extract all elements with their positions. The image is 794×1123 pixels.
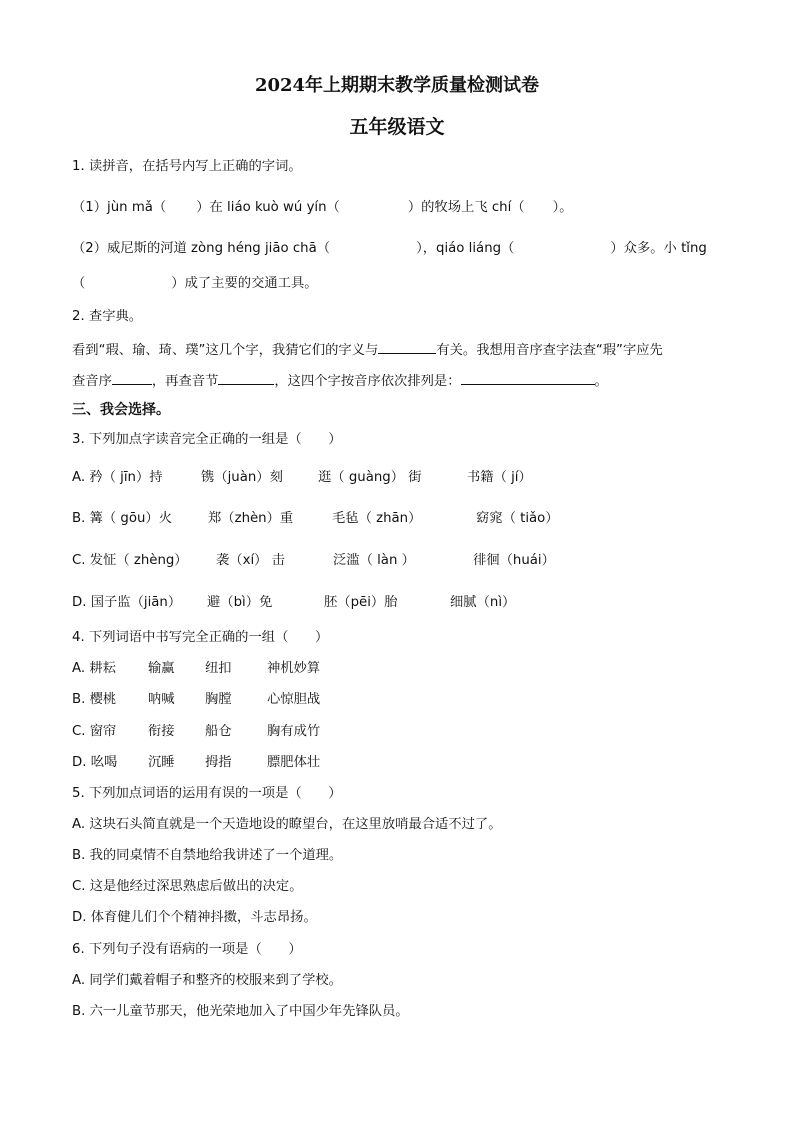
q4-option-b-word2: 呐喊: [148, 692, 175, 707]
q4-option-b-word1: B. 樱桃: [72, 692, 117, 707]
q2-line2-part2: ，再查音节: [151, 374, 219, 389]
q3-option-b-item3: 毛毡（ zhān）: [332, 511, 422, 526]
q4-option-b-word4: 心惊胆战: [267, 692, 321, 707]
q4-option-d-word1: D. 吆喝: [72, 755, 118, 770]
q4-option-c-word4: 胸有成竹: [267, 724, 321, 739]
q5-option-b: B. 我的同桌情不自禁地给我讲述了一个道理。: [72, 848, 343, 863]
q4-option-c-word1: C. 窗帘: [72, 724, 117, 739]
q3-option-a-item4: 书籍（ jí）: [467, 470, 532, 485]
q6-option-a: A. 同学们戴着帽子和整齐的校服来到了学校。: [72, 973, 342, 988]
q3-option-d-item1: D. 国子监（jiān）: [72, 595, 182, 610]
q1-line3-part1: （: [72, 276, 86, 291]
q2-line2: [72, 370, 608, 391]
q5-option-c: C. 这是他经过深思熟虑后做出的决定。: [72, 879, 303, 894]
q2-line2-part1: 查音序: [72, 374, 112, 389]
q1-line1-part1: （1）jùn mǎ（: [72, 200, 167, 215]
section-3-heading: 三、我会选择。: [72, 402, 170, 418]
q4-option-a-word2: 输赢: [148, 661, 175, 676]
q4-option-d-word3: 拇指: [205, 755, 232, 770]
q3-option-c-item4: 徘徊（huái）: [473, 553, 555, 568]
q5-option-d: D. 体育健儿们个个精神抖擞，斗志昂扬。: [72, 910, 317, 925]
q1-line3: [72, 275, 318, 293]
q3-option-a-item1: A. 矜（ jīn）持: [72, 470, 163, 485]
q2-line2-part4: 。: [594, 374, 608, 389]
q3-option-c-item1: C. 发怔（ zhèng）: [72, 553, 188, 568]
blank-line: [461, 370, 595, 385]
q3-option-d-item3: 胚（pēi）胎: [324, 595, 398, 610]
q3-option-c-item2: 袭（xí） 击: [216, 553, 285, 568]
exam-subtitle: 五年级语文: [349, 116, 445, 138]
q4-option-d-word4: 膘肥体壮: [267, 755, 321, 770]
q3-option-c-item3: 泛滥（ làn ）: [333, 553, 415, 568]
q4-option-c-word3: 船仓: [205, 724, 232, 739]
q2-stem: 2. 查字典。: [72, 309, 143, 324]
exam-title: 2024年上期期末教学质量检测试卷: [254, 75, 540, 96]
q1-line2-part1: （2）威尼斯的河道 zòng héng jiāo chā（: [72, 241, 331, 256]
q1-line2-part3: ）众多。小 tǐng: [610, 241, 707, 256]
q1-line2: [72, 240, 707, 258]
q4-option-a-word3: 纽扣: [205, 661, 232, 676]
q1-stem: 1. 读拼音，在括号内写上正确的字词。: [72, 159, 302, 174]
q6-option-b: B. 六一儿童节那天，他光荣地加入了中国少年先锋队员。: [72, 1004, 409, 1019]
blank-line: [378, 339, 436, 354]
q4-option-a-word1: A. 耕耘: [72, 661, 116, 676]
q3-option-d-item2: 避（bì）免: [207, 595, 273, 610]
q2-line1: [72, 339, 663, 360]
q1-line1-part2: ）在 liáo kuò wú yín（: [196, 200, 340, 215]
q4-option-a-word4: 神机妙算: [267, 661, 321, 676]
q1-line1-part3: ）的牧场上飞 chí（: [407, 200, 525, 215]
blank-line: [218, 370, 274, 385]
blank-line: [112, 370, 152, 385]
q4-option-b-word3: 胸膛: [205, 692, 232, 707]
q4-option-d-word2: 沉睡: [148, 755, 175, 770]
q3-option-d-item4: 细腻（nì）: [450, 595, 516, 610]
q3-option-a-item2: 镌（juàn）刻: [201, 470, 283, 485]
q1-line2-part2: ），qiáo liáng（: [416, 241, 515, 256]
q2-line1-part1: 看到“瑕、瑜、琦、璞”这几个字，我猜它们的字义与: [72, 343, 379, 358]
q1-line1: [72, 199, 573, 217]
q3-stem: 3. 下列加点字读音完全正确的一组是（ ）: [72, 432, 342, 447]
q2-line1-part2: 有关。我想用音序查字法查“瑕”字应先: [436, 343, 663, 358]
q3-option-a-item3: 逛（ guàng） 街: [318, 470, 422, 485]
q3-option-b-item2: 郑（zhèn）重: [208, 511, 294, 526]
q1-line1-part4: ）。: [552, 200, 573, 215]
q1-line3-part2: ）成了主要的交通工具。: [171, 276, 318, 291]
q6-stem: 6. 下列句子没有语病的一项是（ ）: [72, 942, 302, 957]
q3-option-b-item1: B. 篝（ gōu）火: [72, 511, 172, 526]
q2-line2-part3: ，这四个字按音序依次排列是：: [274, 374, 461, 389]
q5-stem: 5. 下列加点词语的运用有误的一项是（ ）: [72, 786, 342, 801]
q3-option-b-item4: 窈窕（ tiǎo）: [476, 511, 559, 526]
q4-stem: 4. 下列词语中书写完全正确的一组（ ）: [72, 630, 329, 645]
q4-option-c-word2: 衔接: [148, 724, 175, 739]
q5-option-a: A. 这块石头简直就是一个天造地设的瞭望台，在这里放哨最合适不过了。: [72, 817, 502, 832]
